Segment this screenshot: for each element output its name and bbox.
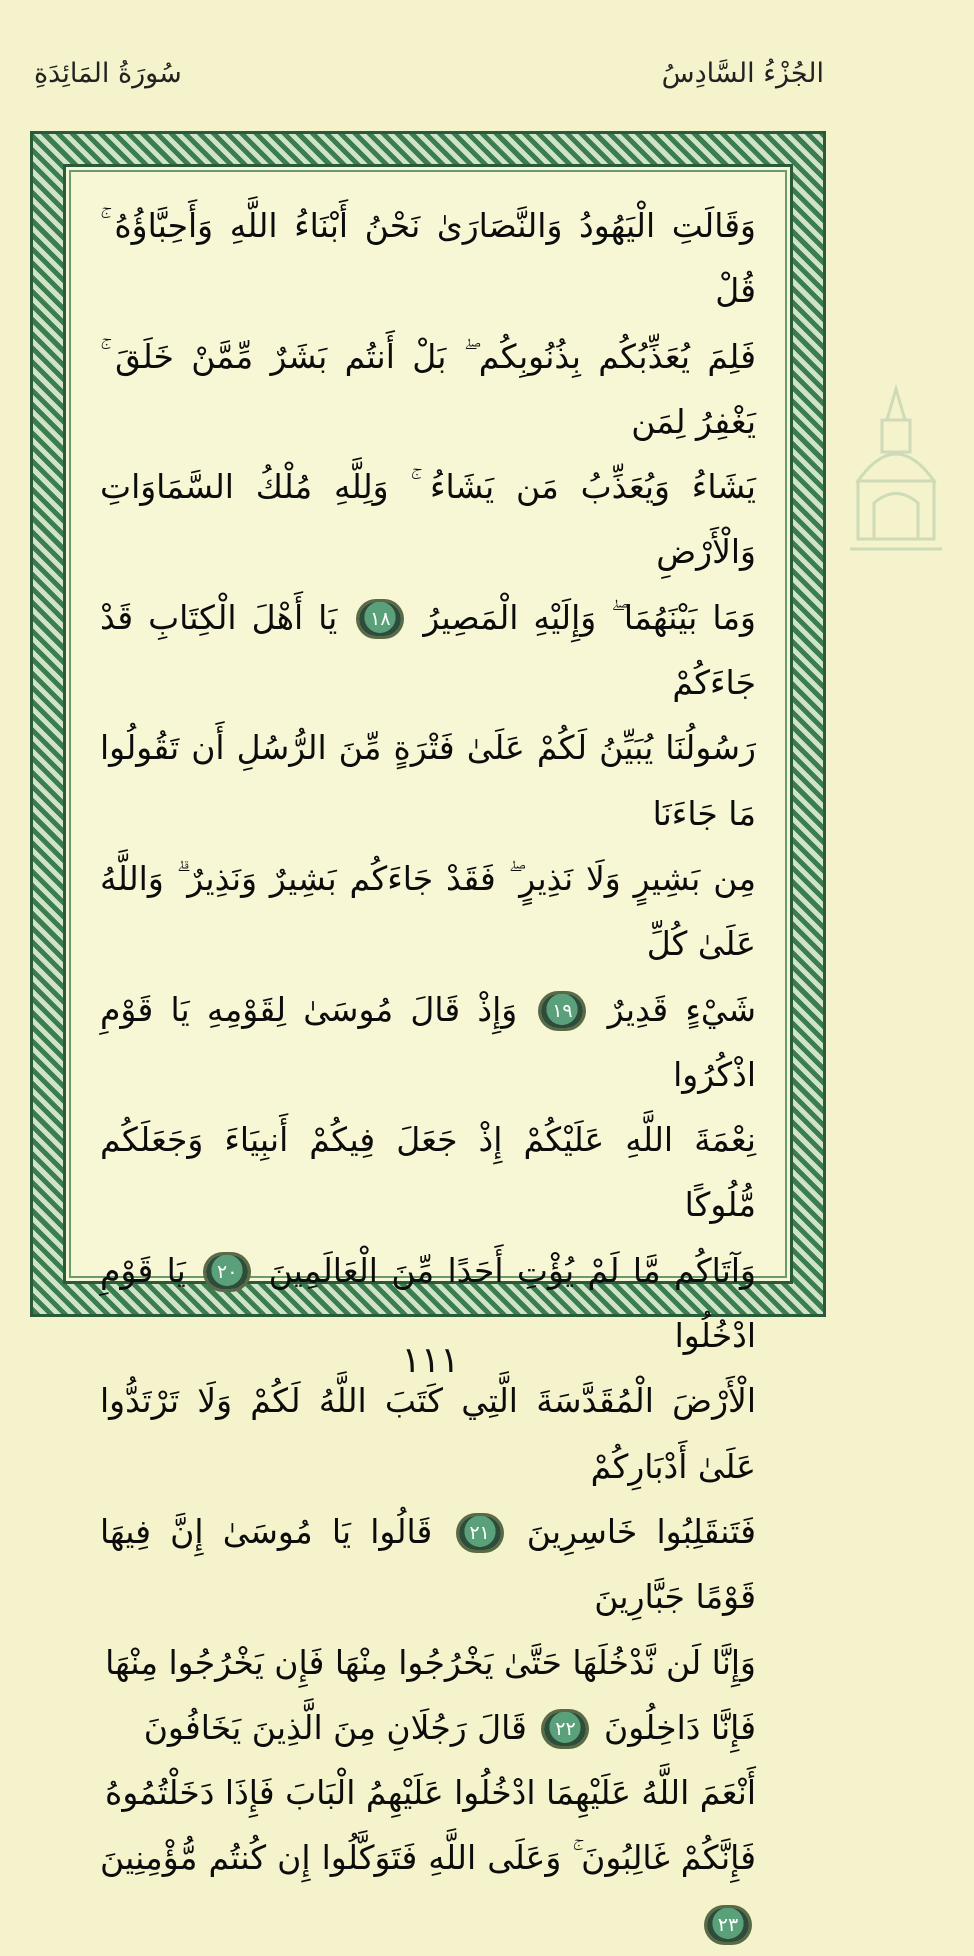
verse-line-segment: فَإِنَّكُمْ غَالِبُونَ ۚ وَعَلَى اللَّهِ فَتَوَكَّلُوا إِن كُنتُم مُّؤْمِنِينَ — [100, 1838, 756, 1878]
verse-line: رَسُولُنَا يُبَيِّنُ لَكُمْ عَلَىٰ فَتْرَةٍ مِّنَ الرُّسُلِ أَن تَقُولُوا مَا جَاءَنَا — [100, 728, 756, 833]
verse-line — [100, 1499, 756, 1630]
juz-title: الجُزْءُ السَّادِسُ — [661, 58, 824, 89]
verse-line — [100, 977, 756, 1108]
verse-line-segment: يَا أَهْلَ الْكِتَابِ قَدْ جَاءَكُمْ — [100, 597, 756, 703]
page-number: ١١١ — [401, 1340, 460, 1381]
verse-line-segment: وَإِذْ قَالَ مُوسَىٰ لِقَوْمِهِ يَا قَوْمِ اذْكُرُوا — [100, 989, 756, 1094]
ayah-number-18: ١٨ — [359, 602, 401, 636]
verse-line-segment: يَا قَوْمِ ادْخُلُوا — [100, 1250, 756, 1356]
verse-line: الْأَرْضَ الْمُقَدَّسَةَ الَّتِي كَتَبَ اللَّهُ لَكُمْ وَلَا تَرْتَدُّوا عَلَىٰ أَدْبَارِكُمْ — [100, 1381, 756, 1486]
verse-line: أَنْعَمَ اللَّهُ عَلَيْهِمَا ادْخُلُوا عَلَيْهِمُ الْبَابَ فَإِذَا دَخَلْتُمُوهُ — [105, 1773, 756, 1813]
verse-line — [100, 1695, 756, 1760]
surah-title: سُورَةُ المَائِدَةِ — [34, 58, 182, 89]
verse-line-segment: قَالُوا يَا مُوسَىٰ إِنَّ فِيهَا قَوْمًا جَبَّارِينَ — [100, 1511, 756, 1617]
verse-line-segment: وَمَا بَيْنَهُمَا ۖ وَإِلَيْهِ الْمَصِيرُ — [423, 597, 756, 637]
verse-line: فَلِمَ يُعَذِّبُكُم بِذُنُوبِكُم ۖ بَلْ أَنتُم بَشَرٌ مِّمَّنْ خَلَقَ ۚ يَغْفِرُ لِمَن — [100, 336, 756, 441]
verse-line — [100, 1825, 756, 1956]
verse-line-segment: وَآتَاكُم مَّا لَمْ يُؤْتِ أَحَدًا مِّنَ الْعَالَمِينَ — [268, 1250, 756, 1290]
verse-line-segment: فَتَنقَلِبُوا خَاسِرِينَ — [526, 1511, 756, 1551]
verse-line — [100, 585, 756, 716]
ayah-number-22: ٢٢ — [544, 1712, 586, 1746]
ayah-number-19: ١٩ — [541, 994, 583, 1028]
verse-line-segment: شَيْءٍ قَدِيرٌ — [607, 989, 756, 1029]
verse-line: وَإِنَّا لَن نَّدْخُلَهَا حَتَّىٰ يَخْرُجُوا مِنْهَا فَإِن يَخْرُجُوا مِنْهَا — [105, 1642, 756, 1682]
ayah-number-20: ٢٠ — [206, 1255, 248, 1289]
verse-line: وَقَالَتِ الْيَهُودُ وَالنَّصَارَىٰ نَحْنُ أَبْنَاءُ اللَّهِ وَأَحِبَّاؤُهُ ۚ قُلْ — [100, 206, 756, 311]
ayah-number-23: ٢٣ — [707, 1908, 749, 1942]
verse-line-segment: قَالَ رَجُلَانِ مِنَ الَّذِينَ يَخَافُونَ — [143, 1707, 527, 1747]
verse-line-segment: فَإِنَّا دَاخِلُونَ — [603, 1707, 756, 1747]
verse-line: نِعْمَةَ اللَّهِ عَلَيْكُمْ إِذْ جَعَلَ فِيكُمْ أَنبِيَاءَ وَجَعَلَكُم مُّلُوكًا — [100, 1120, 756, 1225]
quran-text-block — [100, 193, 756, 1956]
ayah-number-21: ٢١ — [459, 1516, 501, 1550]
verse-line: مِن بَشِيرٍ وَلَا نَذِيرٍ ۖ فَقَدْ جَاءَكُم بَشِيرٌ وَنَذِيرٌ ۗ وَاللَّهُ عَلَىٰ كُلِّ — [100, 858, 756, 964]
verse-line: يَشَاءُ وَيُعَذِّبُ مَن يَشَاءُ ۚ وَلِلَّهِ مُلْكُ السَّمَاوَاتِ وَالْأَرْضِ — [100, 467, 756, 572]
mosque-icon — [842, 383, 950, 567]
